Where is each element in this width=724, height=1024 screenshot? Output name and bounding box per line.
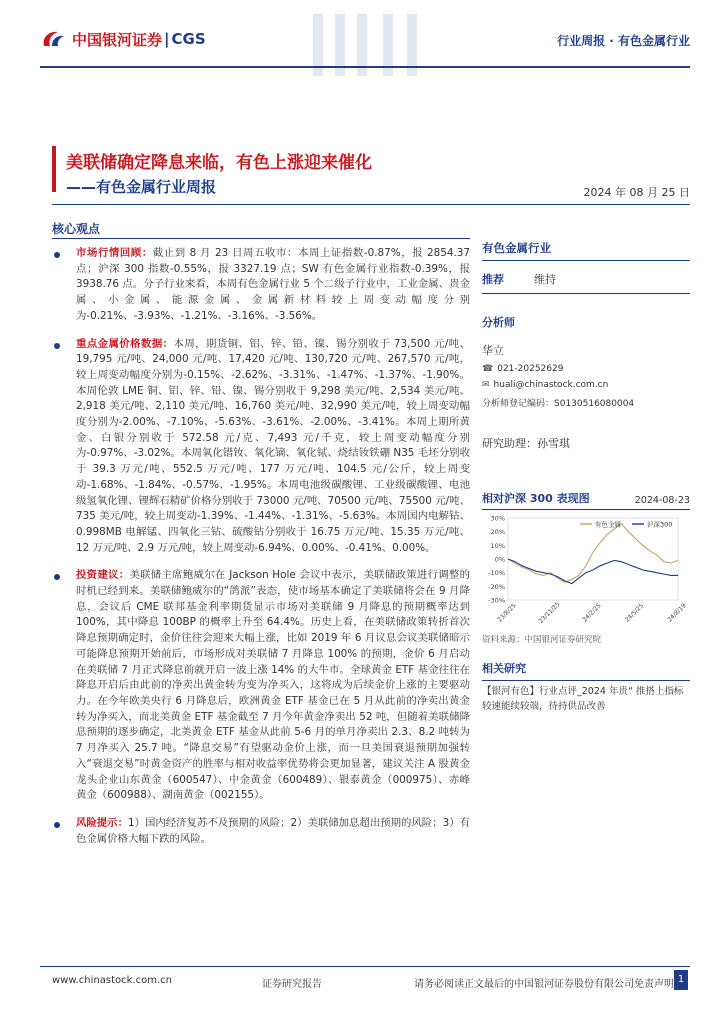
- analyst-cert: 分析师登记编码：S0130516080004: [482, 399, 635, 409]
- title-divider: [52, 204, 690, 205]
- related-heading: 相关研究: [482, 660, 690, 681]
- footer-disclaimer: 请务必阅读正文最后的中国银河证券股份有限公司免责声明: [414, 979, 674, 990]
- rating-row: [482, 271, 690, 294]
- core-views-body: [52, 246, 470, 859]
- x-tick-label: 23/11/25: [537, 600, 562, 625]
- cgs-watermark-icon: [300, 6, 430, 84]
- chart-source: 资料来源：中国银河证券研究院: [482, 635, 602, 645]
- brand-cn: 中国银河证券: [72, 30, 163, 49]
- paragraph-lead: 市场行情回顾：: [76, 247, 153, 259]
- page-subtitle: ——有色金属行业周报: [66, 178, 217, 196]
- analyst-phone-row: [482, 364, 690, 374]
- chart-title: 相对沪深 300 表现图: [482, 492, 590, 505]
- y-tick-label: -10%: [488, 569, 505, 578]
- analyst-email-row: [482, 380, 690, 390]
- y-tick-label: 20%: [490, 528, 505, 537]
- series-line-0: [508, 524, 678, 583]
- core-views-heading: 核心观点: [52, 222, 101, 236]
- cgs-logo-icon: [40, 28, 66, 50]
- sidebar: [482, 240, 690, 451]
- report-type: 行业周报 · 有色金属行业: [557, 34, 690, 48]
- page-number: 1: [674, 970, 688, 990]
- analyst-cert-row: [482, 396, 690, 409]
- analyst-name: 华立: [482, 344, 504, 357]
- analyst-email[interactable]: huali@chinastock.com.cn: [493, 380, 609, 390]
- paragraph-text: 美联储主席鲍威尔在 Jackson Hole 会议中表示，美联储政策进行调整的时机已经到来。美联储鲍威尔的“鸽派”表态，使市场基本确定了美联储将会在 9 月降息，会议后 CME 联邦基金利率期货显示市场对美联储 9 月降息的预期概率达到 100%，其中降息 100BP 的概率上升至 64.4%。历史上看，在美联储政策转折首次降息预期确定时，金价往往会迎来大幅上涨，比如 2019 年 6 月议息会议美联储暗示可能降息预期开始前后，市场形成对美联储 7 月降息 100% 的预期，金价 6 月启动在美联储 7 月正式降息前就开启一波上涨 14% 的大牛市。全球黄金 ETF 基金往往在降息开启后由此前的净卖出黄金转为变为净买入，这将成为后续金价上涨的主要驱动力。在今年欧美央行 6 月降息后，欧洲黄金 ETF 基金已在 5 月从此前的净卖出黄金转为净买入，而北美黄金 ETF 基金截至 7 月今年黄金净卖出 52 吨，但随着美联储降息预期的逐步确定，北美黄金 ETF 基金从此前 5-6 月的单月净卖出 2.3、8.2 吨转为 7 月净买入 25.7 吨。“降息交易”有望驱动金价上涨，而一旦美国衰退预期加强转入“衰退交易”时黄金资产的胜率与相对收益率优势将会更加显著，建议关注 A 股黄金龙头企业山东黄金（600547）、中金黄金（600489）、银泰黄金（000975）、赤峰黄金（600988）、湖南黄金（002155）。: [76, 569, 471, 802]
- footer-url[interactable]: www.chinastock.com.cn: [52, 975, 172, 986]
- paragraph-lead: 重点金属价格数据：: [76, 337, 174, 350]
- y-tick-label: -20%: [488, 582, 505, 591]
- title-accent-bar: [52, 146, 56, 192]
- relative-performance-chart: [482, 508, 690, 632]
- brand-sep: |: [164, 30, 170, 48]
- paragraph-text: 本周，期货铜、铝、锌、铅、镍、锡分别收于 73,500 元/吨、19,795 元/吨、24,000 元/吨、17,420 元/吨、130,720 元/吨、267,570 元/吨，较上周变动幅度分别为-0.15%、-2.62%、-3.31%、-1.47%、-1.37%、-1.90%。本周伦敦 LME 铜、铝、锌、铅、镍、锡分别收于 9,298 美元/吨、2,534 美元/吨、2,918 美元/吨、2,110 美元/吨、16,760 美元/吨、32,990 美元/吨，较上周变动幅度分别为-2.00%、-7.10%、-5.63%、-3.61%、-2.00%、-3.41%。本周上期所黄金、白银分别收于 572.58 元/克、7,493 元/千克，较上周变动幅度分别为-0.97%、-3.02%。本周氧化镨钕、氧化镝、氧化铽、烧结钕铁硼 N35 毛坯分别收于 39.3 万元/吨、552.5 万元/吨、177 万元/吨、104.5 元/公斤，较上周变动-1.68%、-1.84%、-0.57%、-1.95%。本周电池级碳酸锂、工业级碳酸锂、电池级氢氧化锂、锂辉石精矿价格分别收于 73000 元/吨、70500 元/吨、75500 元/吨、735 美元/吨，较上周变动-1.39%、-1.44%、-1.31%、-5.63%。本周国内电解钴、0.998MB 电解锰、四氧化三钴、硫酸钴分别收于 16.75 万元/吨、15.35 万元/吨、12 万元/吨、2.9 万元/吨，较上周变动-6.94%、0.00%、-0.41%、0.00%。: [76, 337, 470, 554]
- research-assistant: 研究助理：孙雪琪: [482, 437, 570, 450]
- bullet-icon: [54, 343, 60, 349]
- report-date: 2024 年 08 月 25 日: [583, 186, 690, 199]
- legend-label: 沪深300: [647, 520, 673, 529]
- brand-en: CGS: [171, 30, 206, 48]
- chart-date: 2024-08-23: [634, 495, 690, 506]
- paragraph-text: 1）国内经济复苏不及预期的风险；2）美联储加息超出预期的风险；3）有色金属价格大幅下跌的风险。: [76, 816, 470, 845]
- series-line-1: [508, 559, 678, 584]
- chart-header: [482, 490, 690, 510]
- header: [0, 0, 724, 84]
- related-research-link[interactable]: 【银河有色】行业点评_2024 年贵“ 推搭上指标较速能续较端，待持供品改善: [482, 686, 684, 712]
- rating-key: 推荐: [482, 273, 504, 286]
- chart-frame: [508, 518, 678, 600]
- footer-label: 证券研究报告: [262, 979, 322, 990]
- bullet-icon: [54, 822, 60, 828]
- bullet-icon: [54, 574, 60, 580]
- paragraph-investment-advice: [52, 568, 470, 804]
- email-icon: ✉: [482, 380, 490, 390]
- y-tick-label: -30%: [488, 596, 505, 605]
- rating-value: 维持: [534, 273, 556, 286]
- x-tick-label: 24/5/25: [623, 602, 646, 624]
- y-tick-label: 0%: [494, 555, 505, 564]
- paragraph-text: 截止到 8 月 23 日周五收市：本周上证指数-0.87%，报 2854.37 点；沪深 300 指数-0.55%，报 3327.19 点；SW 有色金属行业指数-0.39%，报 3938.76 点。分子行业来看，本周有色金属行业 5 个二级子行业中，工业金属、贵金属、小金属、能源金属、金属新材料较上周变动幅度分别为-0.21%、-3.93%、-1.21%、-3.16%、-3.56%。: [76, 247, 471, 322]
- x-tick-label: 23/8/25: [496, 602, 518, 624]
- header-divider: [40, 66, 690, 68]
- brand-logo: [40, 28, 206, 50]
- paragraph-risk: [52, 816, 470, 847]
- paragraph-market-review: [52, 246, 470, 325]
- page-title: 美联储确定降息来临，有色上涨迎来催化: [66, 153, 372, 173]
- paragraph-lead: 投资建议：: [76, 569, 130, 582]
- y-tick-label: 10%: [490, 541, 505, 550]
- y-tick-label: 30%: [490, 514, 505, 523]
- bullet-icon: [54, 252, 60, 258]
- analyst-heading: 分析师: [482, 316, 515, 329]
- industry-heading: 有色金属行业: [482, 240, 690, 261]
- x-tick-label: 24/8/19: [666, 602, 688, 624]
- legend-label: 有色金属: [595, 520, 621, 529]
- paragraph-lead: 风险提示：: [76, 816, 128, 829]
- footer-divider: [40, 966, 690, 967]
- core-views-divider: [52, 238, 470, 239]
- x-tick-label: 24/2/25: [581, 602, 603, 624]
- phone-icon: ☎: [482, 364, 494, 374]
- paragraph-metal-prices: [52, 337, 470, 557]
- analyst-phone: 021-20252629: [497, 364, 564, 374]
